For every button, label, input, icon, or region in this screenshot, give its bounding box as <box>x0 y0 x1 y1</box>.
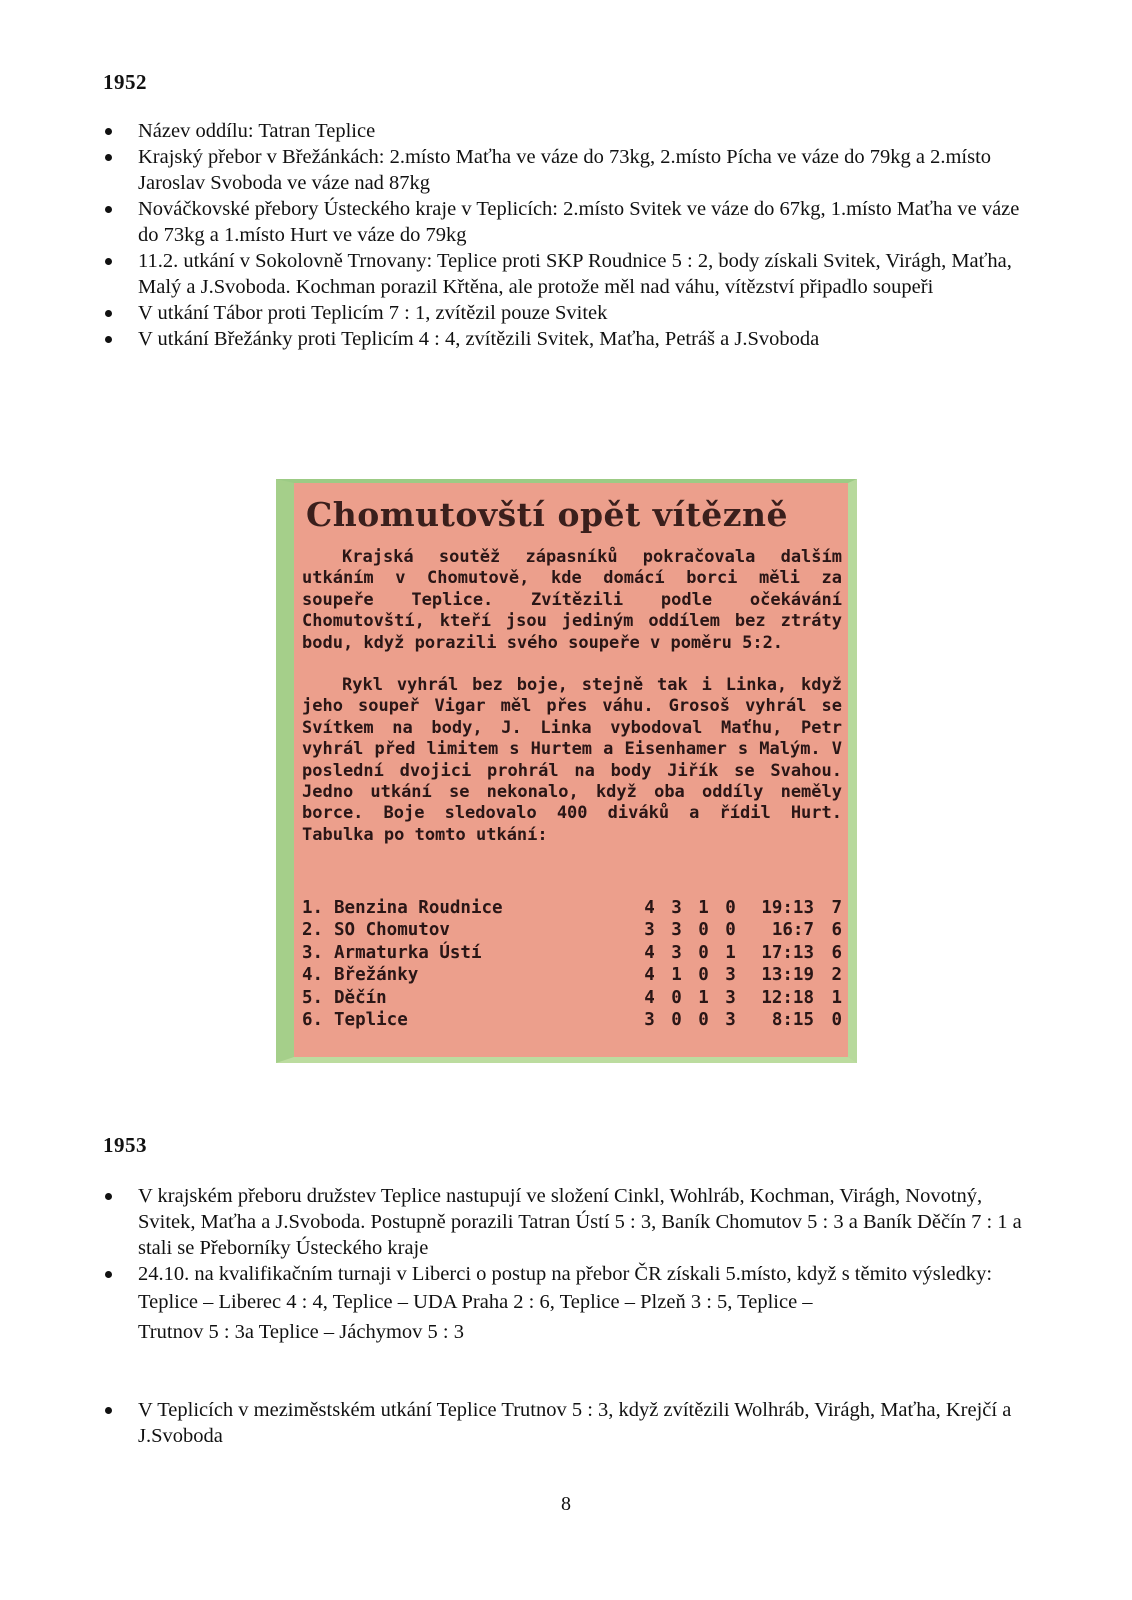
page-number: 8 <box>561 1493 571 1515</box>
bullet-list-1952 <box>103 118 1023 352</box>
table-cell-points: 6 <box>831 920 842 941</box>
table-cell-points: 1 <box>831 987 842 1008</box>
table-cell-team: Benzina Roudnice <box>334 898 503 918</box>
table-cell-rank: 5. <box>302 987 324 1008</box>
table-cell-score: 19:13 <box>761 898 814 918</box>
table-cell-drawn: 1 <box>698 987 709 1008</box>
match-results-line: Teplice – Liberec 4 : 4, Teplice – UDA Praha 2 : 6, Teplice – Plzeň 3 : 5, Teplice – <box>138 1291 813 1313</box>
table-cell-won: 1 <box>671 965 682 986</box>
table-cell-score: 17:13 <box>761 942 814 963</box>
table-cell-drawn: 0 <box>698 942 709 963</box>
table-row <box>302 987 842 1009</box>
table-cell-team: Děčín <box>334 987 387 1008</box>
table-cell-lost: 0 <box>725 920 736 941</box>
bullet-list-1953 <box>103 1183 1023 1347</box>
table-row <box>302 964 842 986</box>
table-cell-points: 6 <box>831 942 842 963</box>
clipping-paragraph-1: Krajská soutěž zápasníků pokračovala dalším utkáním v Chomutově, kde domácí borci měli za soupeře Teplice. Zvítězili podle očekávání Chomutovští, kteří jsou jediným oddílem bez ztráty bodu, když porazili svého soupeře v poměru 5:2. <box>302 547 842 653</box>
table-cell-lost: 3 <box>725 1010 736 1031</box>
bullet-list-1953-continued <box>103 1397 1023 1449</box>
table-cell-team: SO Chomutov <box>334 920 450 941</box>
table-row <box>302 942 842 964</box>
table-cell-won: 0 <box>671 987 682 1008</box>
table-cell-drawn: 0 <box>698 1010 709 1031</box>
table-cell-drawn: 1 <box>698 898 709 918</box>
table-row <box>302 897 842 919</box>
clipping-paragraph-2: Rykl vyhrál bez boje, stejně tak i Linka, když jeho soupeř Vigar měl přes váhu. Grosoš vyhrál se Svítkem na body, J. Linka vybodoval Maťhu, Petr vyhrál před limitem s Hurtem a Eisenhamer s Malým. V poslední dvojici prohrál na body Jiřík se Svahou. Jedno utkání se nekonalo, když oba oddíly neměly borce. Boje sledovalo 400 diváků a řídil Hurt. Tabulka po tomto utkání: <box>302 675 842 845</box>
table-cell-played: 4 <box>644 965 655 986</box>
table-cell-team: Teplice <box>334 1010 408 1031</box>
table-cell-lost: 1 <box>725 942 736 963</box>
list-item: V Teplicích v meziměstském utkání Teplice Trutnov 5 : 3, když zvítězili Wolhráb, Virágh, Maťha, Krejčí a J.Svoboda <box>103 1397 1023 1449</box>
list-item: Krajský přebor v Břežánkách: 2.místo Maťha ve váze do 73kg, 2.místo Pícha ve váze do 79kg a 2.místo Jaroslav Svoboda ve váze nad 87kg <box>103 144 1023 196</box>
list-item: Název oddílu: Tatran Teplice <box>103 118 1023 144</box>
table-cell-lost: 0 <box>725 898 736 918</box>
table-cell-played: 3 <box>644 1010 655 1031</box>
table-cell-won: 3 <box>671 920 682 941</box>
table-cell-rank: 6. <box>302 1010 324 1031</box>
list-item: V krajském přeboru družstev Teplice nastupují ve složení Cinkl, Wohlráb, Kochman, Virágh, Novotný, Svitek, Maťha a J.Svoboda. Postupně porazili Tatran Ústí 5 : 3, Baník Chomutov 5 : 3 a Baník Děčín 7 : 1 a stali se Přeborníky Ústeckého kraje <box>103 1183 1023 1261</box>
table-cell-points: 7 <box>831 898 842 918</box>
table-cell-score: 12:18 <box>761 987 814 1008</box>
table-cell-team: Armaturka Ústí <box>334 942 482 963</box>
table-cell-rank: 3. <box>302 942 324 963</box>
list-item-text: 24.10. na kvalifikačním turnaji v Liberci o postup na přebor ČR získali 5.místo, když s těmito výsledky: <box>138 1263 993 1285</box>
list-item: 11.2. utkání v Sokolovně Trnovany: Teplice proti SKP Roudnice 5 : 2, body získali Svitek, Virágh, Maťha, Malý a J.Svoboda. Kochman porazil Křtěna, ale protože měl nad váhu, vítězství připadlo soupeři <box>103 248 1023 300</box>
table-cell-played: 3 <box>644 920 655 941</box>
league-table <box>302 897 842 1031</box>
table-cell-played: 4 <box>644 987 655 1008</box>
list-item: V utkání Tábor proti Teplicím 7 : 1, zvítězil pouze Svitek <box>103 300 1023 326</box>
table-cell-rank: 4. <box>302 965 324 986</box>
year-heading-1953: 1953 <box>103 1133 147 1157</box>
table-row <box>302 919 842 941</box>
table-cell-points: 2 <box>831 965 842 986</box>
table-cell-rank: 2. <box>302 920 324 941</box>
table-cell-drawn: 0 <box>698 965 709 986</box>
table-cell-drawn: 0 <box>698 920 709 941</box>
year-heading-1952: 1952 <box>103 70 147 94</box>
match-results-line: Trutnov 5 : 3a Teplice – Jáchymov 5 : 3 <box>138 1321 464 1343</box>
table-cell-lost: 3 <box>725 965 736 986</box>
clipping-title: Chomutovští opět vítězně <box>306 495 788 534</box>
table-cell-score: 13:19 <box>761 965 814 986</box>
table-cell-score: 8:15 <box>771 1010 814 1031</box>
table-cell-won: 0 <box>671 1010 682 1031</box>
table-cell-points: 0 <box>831 1010 842 1031</box>
list-item: V utkání Břežánky proti Teplicím 4 : 4, zvítězili Svitek, Maťha, Petráš a J.Svoboda <box>103 326 1023 352</box>
list-item <box>103 1261 1023 1347</box>
table-cell-team: Břežánky <box>334 965 419 986</box>
table-cell-played: 4 <box>644 898 655 918</box>
list-item: Nováčkovské přebory Ústeckého kraje v Teplicích: 2.místo Svitek ve váze do 67kg, 1.místo Maťha ve váze do 73kg a 1.místo Hurt ve váze do 79kg <box>103 196 1023 248</box>
newspaper-clipping <box>276 479 857 1063</box>
table-cell-played: 4 <box>644 942 655 963</box>
table-cell-rank: 1. <box>302 898 324 918</box>
table-cell-won: 3 <box>671 942 682 963</box>
table-cell-won: 3 <box>671 898 682 918</box>
table-cell-score: 16:7 <box>771 920 814 941</box>
table-row <box>302 1009 842 1031</box>
table-cell-lost: 3 <box>725 987 736 1008</box>
